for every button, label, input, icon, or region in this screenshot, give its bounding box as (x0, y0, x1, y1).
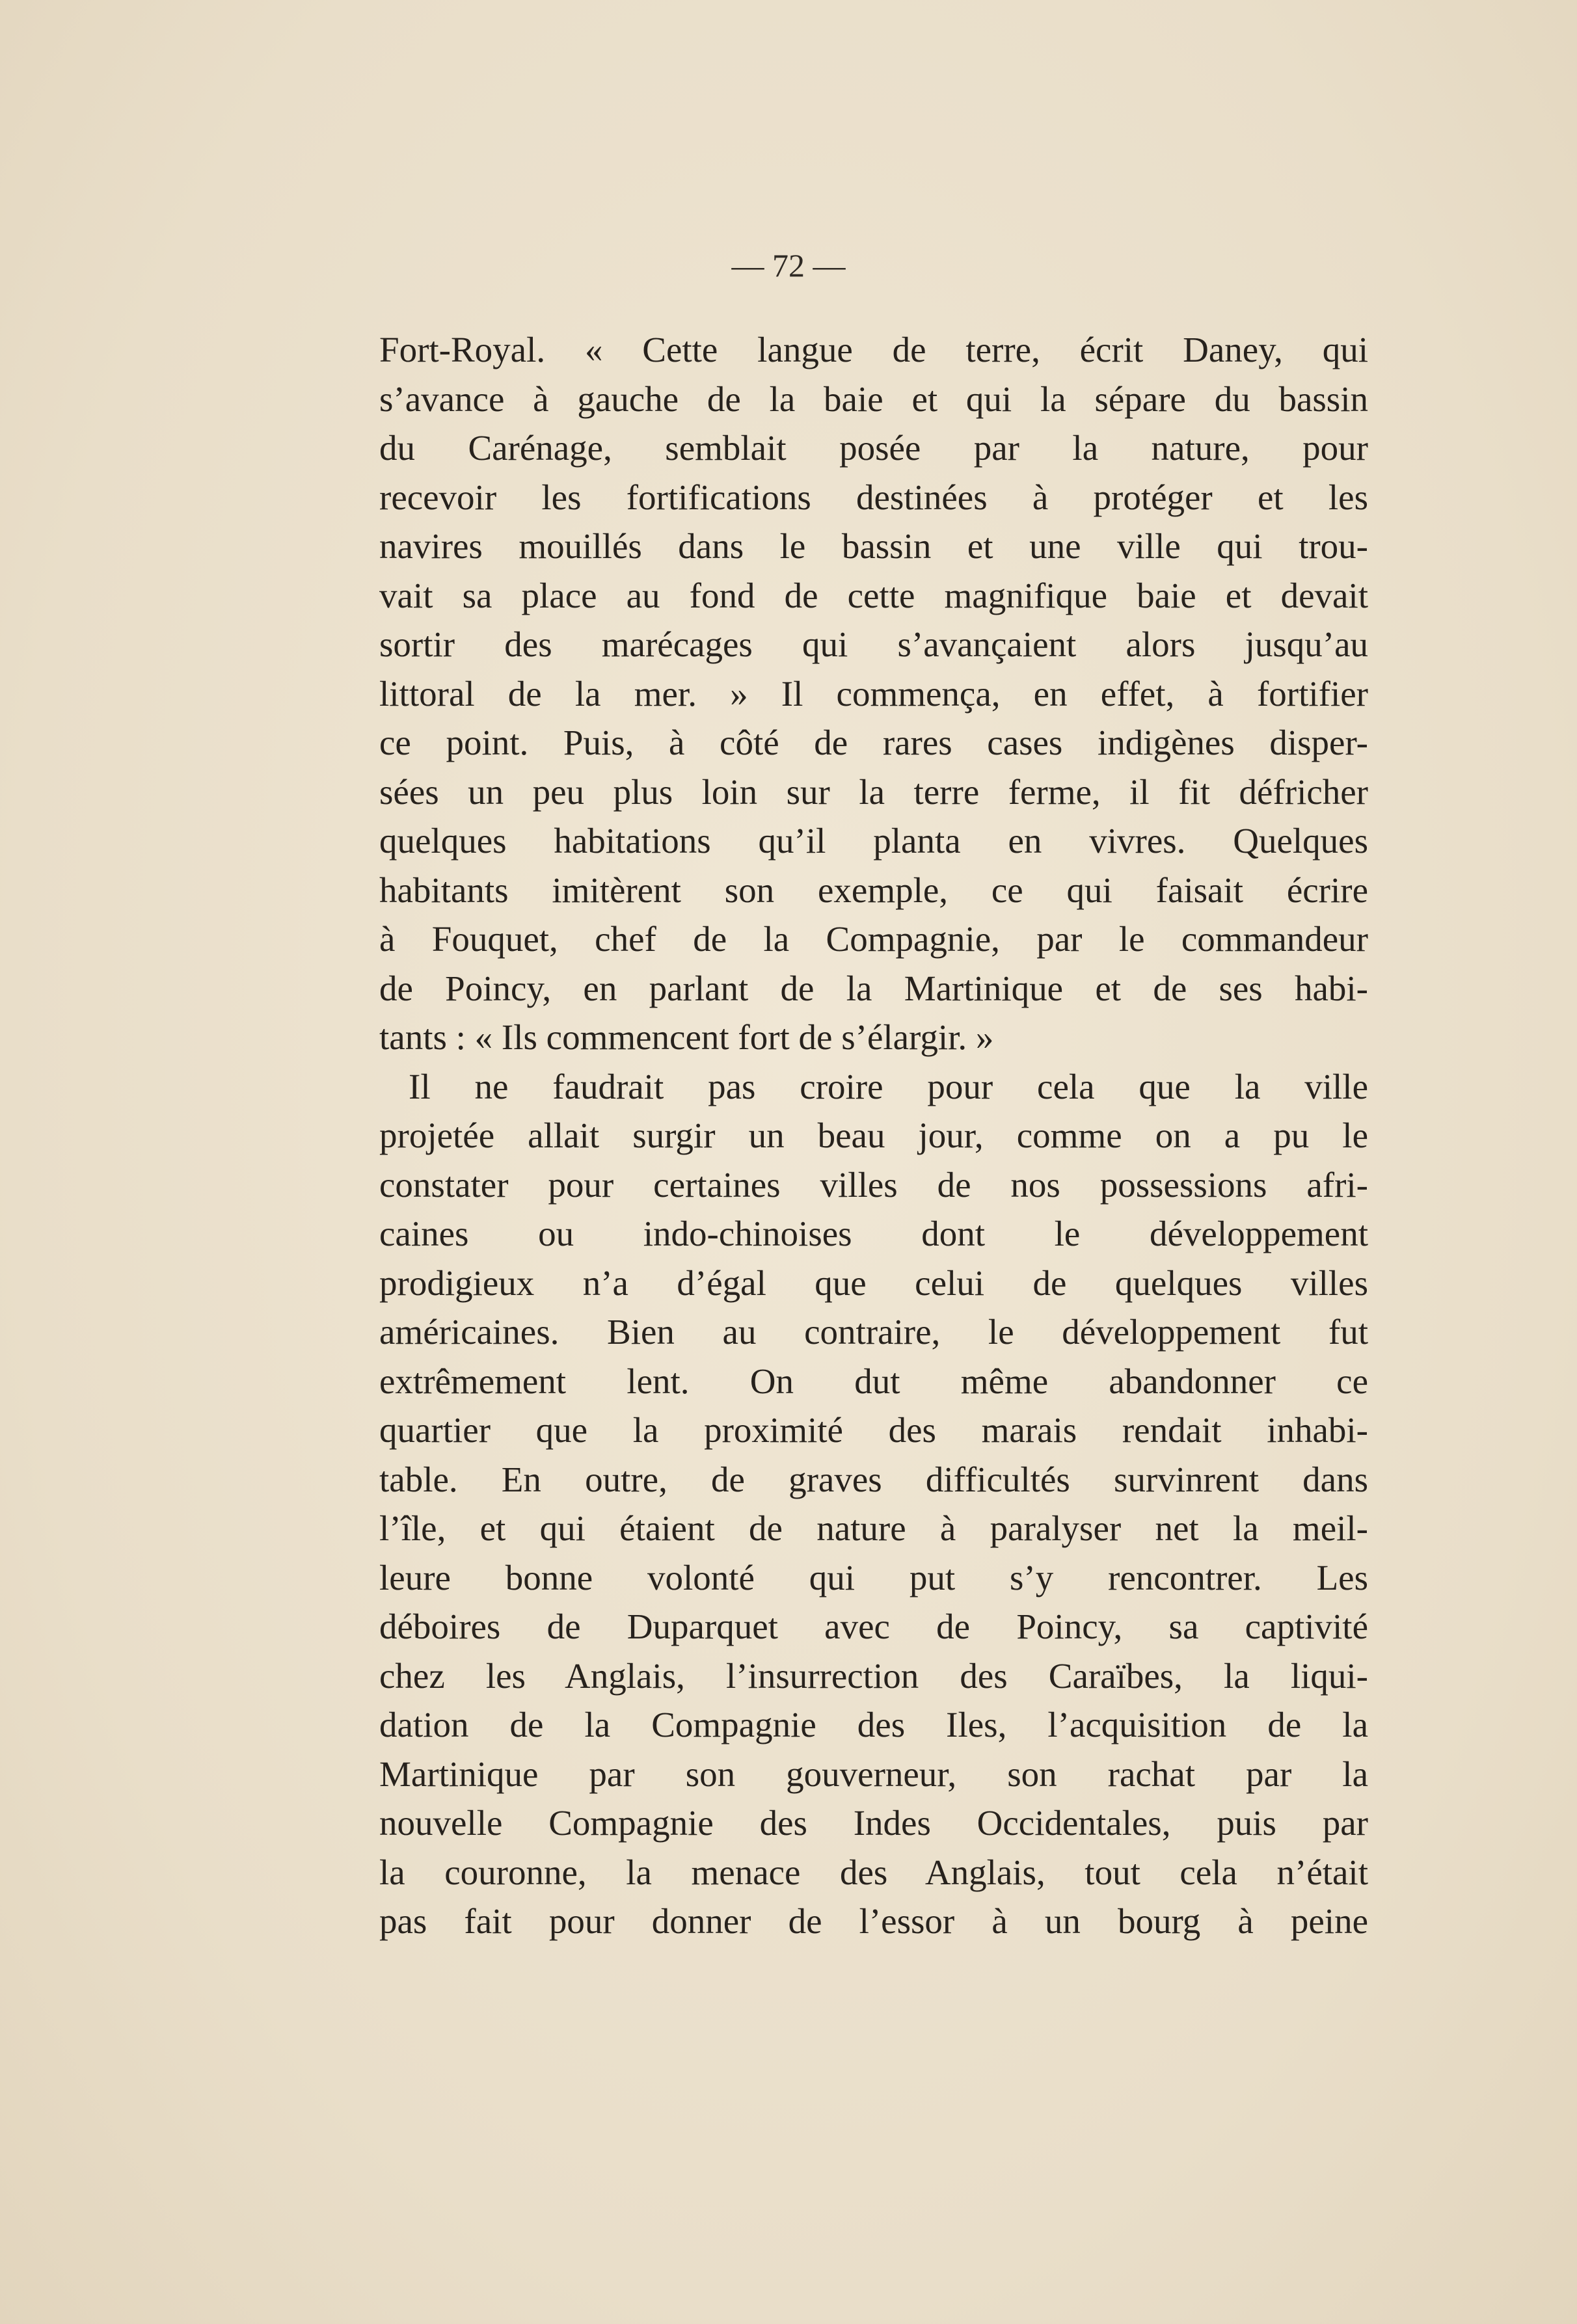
text-line: nouvelle Compagnie des Indes Occidentales, puis par (379, 1803, 1368, 1843)
text-line: quelques habitations qu’il planta en vivres. Quelques (379, 821, 1368, 861)
text-line: table. En outre, de graves difficultés survinrent dans (379, 1459, 1368, 1499)
text-line: habitants imitèrent son exemple, ce qui faisait écrire (379, 870, 1368, 910)
text-line: chez les Anglais, l’insurrection des Caraïbes, la liqui- (379, 1655, 1368, 1696)
text-line: projetée allait surgir un beau jour, comme on a pu le (379, 1115, 1368, 1155)
text-line: l’île, et qui étaient de nature à paralyser net la meil- (379, 1508, 1368, 1548)
text-line: du Carénage, semblait posée par la nature, pour (379, 428, 1368, 468)
text-line: pas fait pour donner de l’essor à un bourg à peine (379, 1901, 1368, 1941)
text-line: américaines. Bien au contraire, le développement fut (379, 1312, 1368, 1352)
text-line: constater pour certaines villes de nos possessions afri- (379, 1164, 1368, 1205)
text-line: à Fouquet, chef de la Compagnie, par le commandeur (379, 919, 1368, 959)
text-line: caines ou indo-chinoises dont le développement (379, 1214, 1368, 1253)
text-line: ce point. Puis, à côté de rares cases indigènes disper- (379, 723, 1368, 762)
text-line: déboires de Duparquet avec de Poincy, sa captivité (379, 1607, 1368, 1646)
text-line: extrêmement lent. On dut même abandonner ce (379, 1361, 1368, 1401)
text-line: Il ne faudrait pas croire pour cela que la ville (409, 1066, 1368, 1106)
page-number: — 72 — (731, 247, 846, 284)
text-line: la couronne, la menace des Anglais, tout cela n’était (379, 1852, 1368, 1892)
text-line: dation de la Compagnie des Iles, l’acquisition de la (379, 1705, 1368, 1744)
text-line: Martinique par son gouverneur, son rachat par la (379, 1754, 1368, 1794)
body-text (379, 325, 1368, 1946)
text-line: sées un peu plus loin sur la terre ferme, il fit défricher (379, 771, 1368, 812)
text-line: leure bonne volonté qui put s’y rencontrer. Les (379, 1557, 1368, 1597)
text-line: vait sa place au fond de cette magnifique baie et devait (379, 575, 1368, 615)
text-line: prodigieux n’a d’égal que celui de quelques villes (379, 1262, 1368, 1303)
text-line: sortir des marécages qui s’avançaient alors jusqu’au (379, 624, 1368, 664)
text-line: tants : « Ils commencent fort de s’élargir. » (379, 1017, 994, 1057)
text-line: quartier que la proximité des marais rendait inhabi- (379, 1410, 1368, 1450)
text-line: s’avance à gauche de la baie et qui la sépare du bassin (379, 379, 1368, 419)
text-line: recevoir les fortifications destinées à protéger et les (379, 477, 1368, 517)
text-line: littoral de la mer. » Il commença, en effet, à fortifier (379, 673, 1368, 714)
text-line: Fort-Royal. « Cette langue de terre, écrit Daney, qui (379, 330, 1368, 369)
text-line: de Poincy, en parlant de la Martinique et de ses habi- (379, 968, 1368, 1008)
text-line: navires mouillés dans le bassin et une ville qui trou- (379, 526, 1368, 566)
